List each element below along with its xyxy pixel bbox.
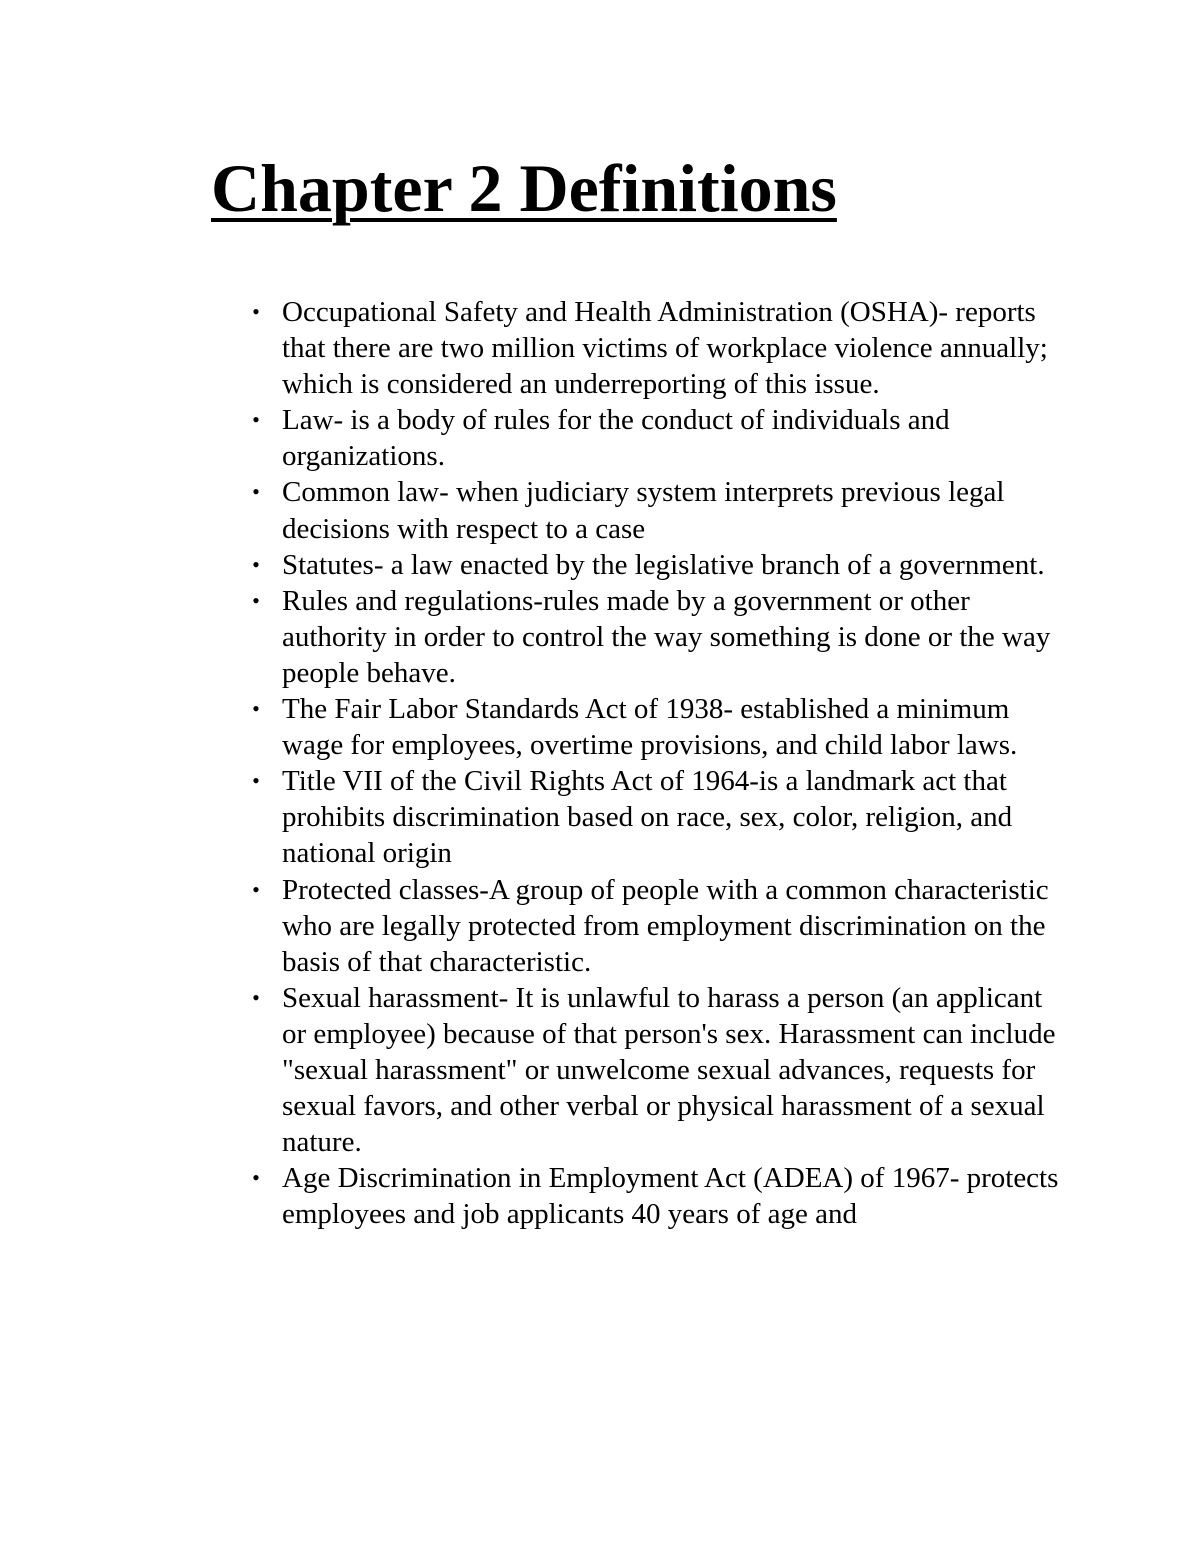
list-item — [252, 691, 1072, 763]
list-item — [252, 583, 1072, 691]
page-title: Chapter 2 Definitions — [211, 150, 837, 226]
list-item — [252, 547, 1072, 583]
definitions-list — [252, 294, 1072, 1232]
definition-text: The Fair Labor Standards Act of 1938- established a minimum wage for employees, overtime provisions, and child labor laws. — [282, 693, 1018, 762]
bullet-icon: • — [252, 696, 260, 722]
definition-text: Protected classes-A group of people with a common characteristic who are legally protected from employment discrimination on the basis of that characteristic. — [282, 873, 1049, 978]
bullet-icon: • — [252, 479, 260, 505]
bullet-icon: • — [252, 768, 260, 794]
definition-text: Law- is a body of rules for the conduct of individuals and organizations. — [282, 404, 950, 473]
list-item — [252, 763, 1072, 871]
list-item — [252, 980, 1072, 1160]
definition-text: Sexual harassment- It is unlawful to harass a person (an applicant or employee) because of that person's sex. Harassment can include "sexual harassment" or unwelcome sexual advances, requests for sexual favors, and other verbal or physical harassment of a sexual nature. — [282, 981, 1056, 1159]
bullet-icon: • — [252, 299, 260, 324]
bullet-icon: • — [252, 407, 260, 433]
list-item — [252, 474, 1072, 546]
bullet-icon: • — [252, 876, 260, 902]
bullet-icon: • — [252, 551, 260, 577]
definition-text: Age Discrimination in Employment Act (ADEA) of 1967- protects employees and job applicants 40 years of age and — [282, 1162, 1059, 1231]
definition-text: Common law- when judiciary system interprets previous legal decisions with respect to a case — [282, 476, 1005, 545]
bullet-icon: • — [252, 587, 260, 613]
definition-text: Occupational Safety and Health Administration (OSHA)- reports that there are two million victims of workplace violence annually; which is considered an underreporting of this issue. — [282, 296, 1048, 401]
definition-text: Title VII of the Civil Rights Act of 1964-is a landmark act that prohibits discrimination based on race, sex, color, religion, and national origin — [282, 765, 1013, 870]
list-item — [252, 402, 1072, 474]
bullet-icon: • — [252, 984, 260, 1010]
list-item — [252, 1160, 1072, 1232]
bullet-icon: • — [252, 1165, 260, 1191]
definition-text: Statutes- a law enacted by the legislative branch of a government. — [282, 548, 1045, 581]
list-item — [252, 294, 1072, 402]
definition-text: Rules and regulations-rules made by a government or other authority in order to control the way something is done or the way people behave. — [282, 584, 1051, 689]
list-item — [252, 872, 1072, 980]
